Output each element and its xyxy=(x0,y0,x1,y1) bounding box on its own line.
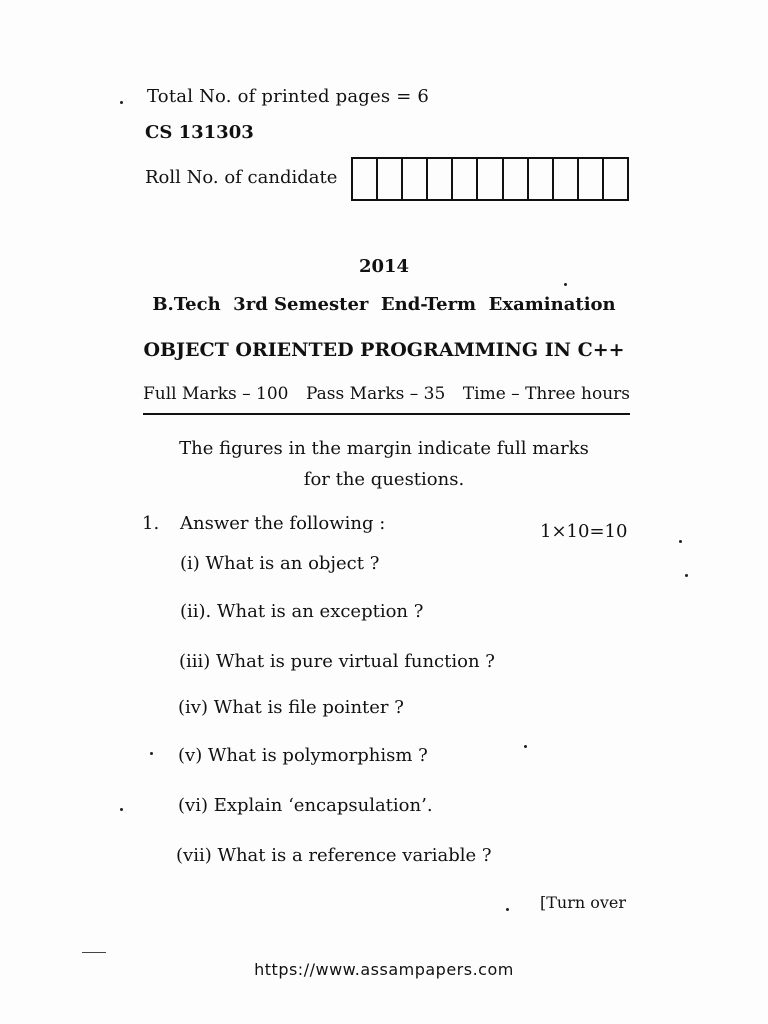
scan-mark xyxy=(82,952,106,953)
printed-pages-count: Total No. of printed pages = 6 xyxy=(147,86,430,107)
exam-year: 2014 xyxy=(358,256,410,277)
roll-number-box xyxy=(378,159,403,199)
instruction-line-1: The figures in the margin indicate full marks xyxy=(179,438,589,459)
roll-number-box xyxy=(504,159,529,199)
instruction-line-2: for the questions. xyxy=(303,469,465,490)
roll-number-box xyxy=(604,159,627,199)
scan-speck xyxy=(524,745,527,748)
question-1-marks: 1×10=10 xyxy=(540,521,628,542)
scan-speck xyxy=(506,908,509,911)
header-divider xyxy=(143,413,630,415)
roll-number-box xyxy=(579,159,604,199)
sub-question: (iii) What is pure virtual function ? xyxy=(179,651,495,672)
sub-question: (iv) What is file pointer ? xyxy=(178,697,404,718)
question-1-text: Answer the following : xyxy=(180,513,386,534)
sub-question: (v) What is polymorphism ? xyxy=(178,745,428,766)
pass-marks: Pass Marks – 35 xyxy=(306,384,446,404)
scan-speck xyxy=(564,283,567,286)
marks-and-time-line xyxy=(143,384,630,404)
roll-number-boxes xyxy=(351,157,629,201)
sub-question: (vii) What is a reference variable ? xyxy=(176,845,492,866)
scan-speck xyxy=(120,808,123,811)
scan-speck xyxy=(120,101,123,104)
question-1-number: 1. xyxy=(142,513,160,534)
subject-title: OBJECT ORIENTED PROGRAMMING IN C++ xyxy=(143,339,625,361)
roll-number-box xyxy=(428,159,453,199)
scan-speck xyxy=(685,574,688,577)
sub-question: (vi) Explain ‘encapsulation’. xyxy=(178,795,433,816)
exam-name: B.Tech 3rd Semester End-Term Examination xyxy=(152,294,616,315)
roll-number-box xyxy=(403,159,428,199)
full-marks: Full Marks – 100 xyxy=(143,384,289,404)
scan-speck xyxy=(150,752,153,755)
turn-over-note: [Turn over xyxy=(540,893,627,912)
instruction-block xyxy=(0,433,768,495)
paper-code: CS 131303 xyxy=(145,122,254,143)
scan-speck xyxy=(679,540,682,543)
sub-question: (i) What is an object ? xyxy=(180,553,380,574)
roll-number-box xyxy=(353,159,378,199)
roll-number-box xyxy=(554,159,579,199)
roll-number-box xyxy=(478,159,503,199)
time-allowed: Time – Three hours xyxy=(462,384,630,404)
roll-number-box xyxy=(529,159,554,199)
roll-number-box xyxy=(453,159,478,199)
roll-number-label: Roll No. of candidate xyxy=(145,167,338,188)
sub-question: (ii). What is an exception ? xyxy=(180,601,424,622)
source-url: https://www.assampapers.com xyxy=(254,960,514,979)
